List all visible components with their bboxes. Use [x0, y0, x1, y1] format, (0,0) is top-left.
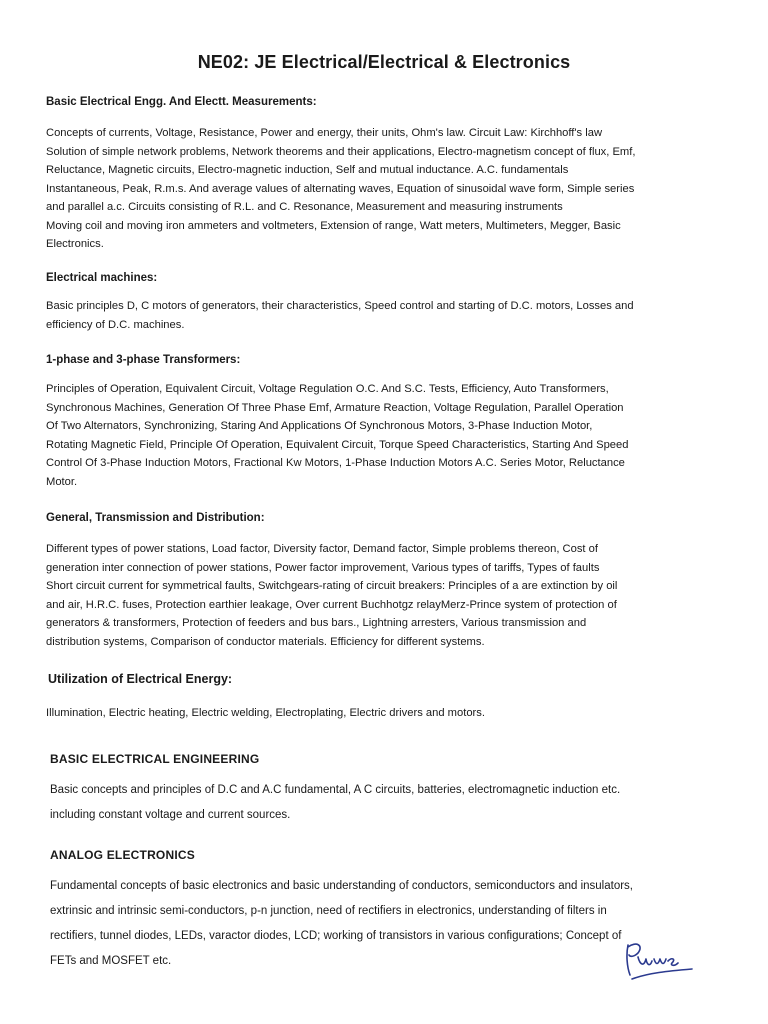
- section-body-transmission-distribution: [46, 540, 718, 651]
- text-line: extrinsic and intrinsic semi-conductors, p-n junction, need of rectifiers in electronics, understanding of filters in: [50, 905, 607, 917]
- text-line: generation inter connection of power stations, Power factor improvement, Various types of tariffs, Types of faults: [46, 561, 600, 574]
- text-line: Solution of simple network problems, Network theorems and their applications, Electro-magnetism concept of flux, Emf,: [46, 145, 636, 158]
- section-heading-electrical-machines: Electrical machines:: [46, 272, 158, 284]
- text-line: Rotating Magnetic Field, Principle Of Operation, Equivalent Circuit, Torque Speed Characteristics, Starting And Speed: [46, 438, 629, 451]
- text-line: and air, H.R.C. fuses, Protection earthier leakage, Over current Buchhotgz relayMerz-Prince system of protection of: [46, 598, 617, 611]
- text-line: Control Of 3-Phase Induction Motors, Fractional Kw Motors, 1-Phase Induction Motors A.C. Series Motor, Reluctance: [46, 457, 625, 469]
- section-body-electrical-machines: [46, 297, 718, 334]
- text-line: rectifiers, tunnel diodes, LEDs, varactor diodes, LCD; working of transistors in various configurations; Concept of: [50, 930, 622, 942]
- text-line: Moving coil and moving iron ammeters and voltmeters, Extension of range, Watt meters, Multimeters, Megger, Basic: [46, 219, 621, 232]
- text-line: Short circuit current for symmetrical faults, Switchgears-rating of circuit breakers: Principles of a are extinction by oil: [46, 580, 618, 592]
- text-line: Synchronous Machines, Generation Of Three Phase Emf, Armature Reaction, Voltage Regulation, Parallel Operation: [46, 401, 624, 414]
- section-heading-analog-electronics: ANALOG ELECTRONICS: [50, 848, 195, 862]
- text-line: Illumination, Electric heating, Electric welding, Electroplating, Electric drivers and motors.: [46, 707, 485, 719]
- text-line: Fundamental concepts of basic electronics and basic understanding of conductors, semiconductors and insulators,: [50, 880, 633, 892]
- text-line: Motor.: [46, 475, 78, 488]
- text-line: distribution systems, Comparison of conductor materials. Efficiency for different systems.: [46, 635, 485, 648]
- text-line: Instantaneous, Peak, R.m.s. And average values of alternating waves, Equation of sinusoidal wave form, Simple series: [46, 182, 635, 195]
- section-heading-utilization: Utilization of Electrical Energy:: [48, 672, 233, 686]
- text-line: efficiency of D.C. machines.: [46, 318, 185, 331]
- text-line: Basic concepts and principles of D.C and A.C fundamental, A C circuits, batteries, electromagnetic induction etc.: [50, 784, 621, 796]
- text-line: generators & transformers, Protection of feeders and bus bars., Lightning arresters, Various transmission and: [46, 617, 587, 629]
- section-heading-basic-electrical-measurements: Basic Electrical Engg. And Electt. Measurements:: [46, 96, 317, 108]
- text-line: Principles of Operation, Equivalent Circuit, Voltage Regulation O.C. And S.C. Tests, Efficiency, Auto Transformers,: [46, 383, 609, 395]
- section-heading-basic-electrical-engineering: BASIC ELECTRICAL ENGINEERING: [50, 752, 260, 766]
- text-line: FETs and MOSFET etc.: [50, 955, 172, 967]
- section-body-basic-electrical-measurements: [46, 124, 718, 254]
- text-line: Of Two Alternators, Synchronizing, Staring And Applications Of Synchronous Motors, 3-Phase Induction Motor,: [46, 420, 593, 432]
- signature-image: [618, 935, 698, 985]
- section-body-transformers: [46, 380, 718, 491]
- text-line: including constant voltage and current sources.: [50, 809, 291, 821]
- text-line: Reluctance, Magnetic circuits, Electro-magnetic induction, Self and mutual inductance. A.C. fundamentals: [46, 164, 569, 176]
- text-line: Concepts of currents, Voltage, Resistance, Power and energy, their units, Ohm's law. Circuit Law: Kirchhoff's law: [46, 127, 603, 139]
- text-line: Basic principles D, C motors of generators, their characteristics, Speed control and starting of D.C. motors, Losses and: [46, 300, 634, 312]
- section-body-analog-electronics: [50, 874, 706, 974]
- text-line: Different types of power stations, Load factor, Diversity factor, Demand factor, Simple problems thereon, Cost of: [46, 543, 598, 555]
- section-heading-transformers: 1-phase and 3-phase Transformers:: [46, 354, 241, 366]
- section-body-basic-electrical-engineering: [50, 778, 706, 828]
- text-line: Electronics.: [46, 238, 104, 250]
- text-line: and parallel a.c. Circuits consisting of R.L. and C. Resonance, Measurement and measuring instruments: [46, 201, 563, 213]
- page-title: NE02: JE Electrical/Electrical & Electronics: [197, 52, 571, 72]
- section-body-utilization: [46, 704, 718, 723]
- section-heading-transmission-distribution: General, Transmission and Distribution:: [46, 512, 265, 524]
